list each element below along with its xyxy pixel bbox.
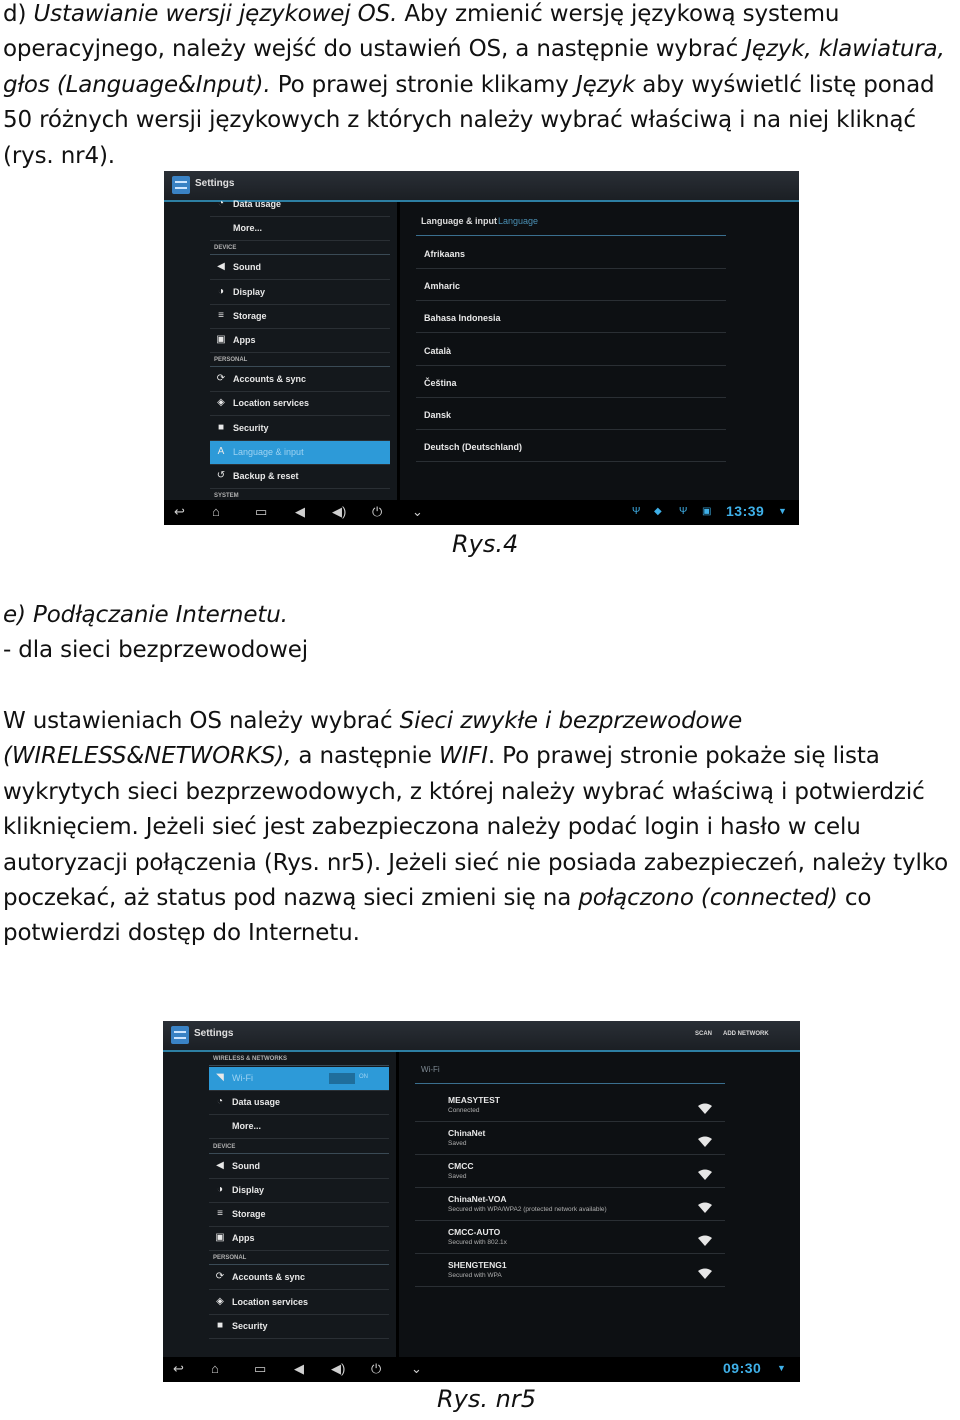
text-run: co bbox=[837, 885, 872, 912]
screenshot-wifi-settings bbox=[163, 1021, 800, 1382]
settings-item-label: Data usage bbox=[233, 199, 282, 209]
usb-icon: Ψ bbox=[632, 506, 641, 517]
settings-item[interactable] bbox=[210, 441, 390, 465]
wifi-signal-icon bbox=[698, 1200, 712, 1210]
action-bar bbox=[163, 1021, 800, 1052]
volume-down-icon[interactable]: ◀ bbox=[295, 504, 305, 519]
wifi-signal-icon bbox=[698, 1101, 712, 1111]
text-run: aby wyświetlć listę ponad bbox=[635, 71, 935, 98]
settings-left-pane bbox=[164, 198, 397, 500]
language-name: Deutsch (Deutschland) bbox=[424, 442, 523, 453]
section-header: SYSTEM bbox=[214, 493, 239, 500]
status-clock: 09:30 bbox=[723, 1360, 762, 1376]
settings-item-label: Sound bbox=[232, 1160, 260, 1171]
text-run: Aby zmienić wersję językową systemu bbox=[397, 1, 840, 27]
section-divider bbox=[210, 254, 390, 255]
language-name: Afrikaans bbox=[424, 249, 466, 259]
settings-app-icon[interactable] bbox=[171, 1026, 189, 1044]
section-header: DEVICE bbox=[214, 245, 237, 252]
scan-button[interactable]: SCAN bbox=[695, 1031, 713, 1037]
display-icon: ◑ bbox=[216, 1183, 224, 1195]
settings-item-label: Data usage bbox=[232, 1097, 281, 1108]
hide-bar-icon[interactable]: ⌄ bbox=[412, 504, 423, 519]
section-d-paragraph bbox=[3, 0, 945, 174]
wifi-toggle[interactable] bbox=[329, 1073, 355, 1084]
text-run: 50 różnych wersji językowych z których należy wybrać właściwą i na niej kliknąć bbox=[3, 107, 916, 134]
recent-apps-icon[interactable]: ▭ bbox=[255, 504, 268, 519]
network-status: Secured with WPA/WPA2 (protected network available) bbox=[448, 1206, 607, 1213]
text-run: kliknięciem. Jeżeli sieć jest zabezpieczona należy podać login i hasło w celu bbox=[3, 814, 861, 841]
settings-item[interactable] bbox=[209, 1091, 389, 1115]
network-name: CMCC-AUTO bbox=[448, 1227, 501, 1237]
settings-item[interactable] bbox=[210, 217, 390, 241]
settings-left-pane bbox=[163, 1052, 396, 1357]
italic-run: głos (Language&Input). bbox=[3, 71, 271, 98]
text-run: operacyjnego, należy wejść do ustawień OS, a następnie wybrać bbox=[3, 36, 746, 63]
settings-item[interactable] bbox=[210, 256, 390, 280]
section-e-title bbox=[3, 598, 288, 633]
settings-item[interactable] bbox=[209, 1155, 389, 1179]
wifi-status-icon: ▼ bbox=[778, 506, 787, 516]
italic-run: Ustawianie wersji językowej OS. bbox=[33, 1, 398, 27]
language-item[interactable] bbox=[416, 398, 726, 430]
section-divider bbox=[209, 1065, 389, 1066]
storage-icon: ≡ bbox=[218, 309, 224, 321]
settings-item[interactable] bbox=[210, 281, 390, 305]
wifi-network-item[interactable] bbox=[415, 1188, 725, 1221]
breadcrumb-language: Language bbox=[498, 216, 539, 226]
settings-item-label: Wi-Fi bbox=[232, 1073, 253, 1083]
settings-item[interactable] bbox=[210, 193, 390, 217]
text-run: W ustawieniach OS należy wybrać bbox=[3, 708, 400, 734]
wifi-signal-icon bbox=[698, 1233, 712, 1243]
network-name: CMCC bbox=[448, 1161, 474, 1171]
text-run: poczekać, aż status pod nazwą sieci zmieni się na bbox=[3, 885, 579, 912]
location-icon: ◈ bbox=[216, 1295, 224, 1307]
wifi-signal-icon bbox=[698, 1266, 712, 1276]
sync-icon: ⟳ bbox=[216, 373, 226, 385]
settings-item-label: Security bbox=[232, 1320, 268, 1331]
network-name: MEASYTEST bbox=[448, 1095, 500, 1105]
italic-run: WIFI bbox=[438, 743, 488, 770]
sound-icon: ◀ bbox=[217, 261, 225, 273]
settings-item-label: Apps bbox=[232, 1233, 255, 1244]
settings-item-label: Apps bbox=[233, 335, 256, 345]
status-clock: 13:39 bbox=[726, 503, 765, 519]
settings-item-label: Language & input bbox=[233, 446, 304, 457]
section-e-subtitle: - dla sieci bezprzewodowej bbox=[3, 637, 308, 663]
settings-item[interactable] bbox=[209, 1227, 389, 1251]
home-icon[interactable]: ⌂ bbox=[211, 1361, 219, 1376]
italic-run: Język bbox=[575, 71, 636, 98]
wifi-toggle-label: ON bbox=[359, 1074, 368, 1080]
wifi-signal-icon bbox=[698, 1167, 712, 1177]
screenshot-language-settings bbox=[164, 171, 799, 525]
location-icon: ◈ bbox=[217, 397, 225, 409]
add-network-button[interactable]: ADD NETWORK bbox=[723, 1031, 769, 1037]
breadcrumb-wifi: Wi-Fi bbox=[421, 1065, 440, 1074]
power-icon[interactable]: ⏻ bbox=[372, 504, 383, 519]
text-run: . Po prawej stronie pokaże się lista bbox=[487, 743, 880, 770]
settings-item[interactable] bbox=[210, 417, 390, 441]
text-line bbox=[3, 846, 948, 881]
settings-item-label: Location services bbox=[232, 1296, 309, 1307]
settings-title: Settings bbox=[194, 1028, 234, 1039]
language-name: Amharic bbox=[424, 281, 461, 292]
recent-apps-icon[interactable]: ▭ bbox=[254, 1361, 267, 1376]
apps-icon: ▣ bbox=[215, 1232, 225, 1244]
language-name: Dansk bbox=[424, 410, 452, 420]
settings-item-label: Backup & reset bbox=[233, 471, 299, 481]
settings-item[interactable] bbox=[209, 1291, 389, 1315]
text-line bbox=[3, 32, 945, 67]
wifi-network-item[interactable] bbox=[415, 1221, 725, 1254]
language-name: Català bbox=[424, 345, 452, 356]
settings-item-label: Location services bbox=[233, 398, 310, 409]
settings-item[interactable] bbox=[209, 1179, 389, 1203]
settings-item[interactable] bbox=[210, 329, 390, 353]
network-name: ChinaNet-VOA bbox=[448, 1194, 507, 1204]
settings-item[interactable] bbox=[210, 392, 390, 416]
section-header: WIRELESS & NETWORKS bbox=[213, 1056, 288, 1062]
section-e-title-text: e) Podłączanie Internetu. bbox=[3, 602, 288, 628]
italic-run: (WIRELESS&NETWORKS), bbox=[3, 743, 292, 770]
wifi-status-icon: ▼ bbox=[777, 1363, 786, 1373]
hide-bar-icon[interactable]: ⌄ bbox=[411, 1361, 422, 1376]
text-line bbox=[3, 739, 948, 774]
language-icon: A bbox=[217, 445, 225, 457]
backup-icon: ↺ bbox=[216, 470, 226, 481]
settings-item[interactable] bbox=[209, 1115, 389, 1139]
settings-item-label: Display bbox=[232, 1184, 265, 1195]
sound-icon: ◀ bbox=[216, 1159, 224, 1171]
section-e-paragraph bbox=[3, 704, 948, 952]
language-item[interactable] bbox=[416, 334, 726, 366]
settings-item[interactable] bbox=[210, 465, 390, 489]
sd-card-icon: ▣ bbox=[702, 506, 712, 517]
text-line bbox=[3, 68, 945, 103]
volume-down-icon[interactable]: ◀ bbox=[294, 1361, 304, 1376]
settings-item-label: Storage bbox=[233, 310, 267, 321]
text-run: (rys. nr4). bbox=[3, 142, 115, 169]
network-name: SHENGTENG1 bbox=[448, 1260, 507, 1270]
text-run: Po prawej stronie klikamy bbox=[270, 71, 576, 98]
breadcrumb-language-input: Language & input bbox=[421, 216, 497, 226]
settings-item-label: More... bbox=[232, 1121, 262, 1132]
section-header: PERSONAL bbox=[213, 1255, 247, 1262]
italic-run: Sieci zwykłe i bezprzewodowe bbox=[399, 708, 743, 734]
settings-item-label: Sound bbox=[233, 262, 261, 273]
back-icon[interactable]: ↩ bbox=[173, 1361, 184, 1376]
lock-icon: ■ bbox=[217, 421, 225, 433]
network-status: Secured with WPA bbox=[448, 1272, 502, 1279]
settings-item-label: Security bbox=[233, 422, 269, 433]
wifi-network-item[interactable] bbox=[415, 1254, 725, 1287]
lock-icon: ■ bbox=[216, 1319, 224, 1331]
system-nav-bar bbox=[163, 1357, 800, 1382]
home-icon[interactable]: ⌂ bbox=[212, 504, 220, 519]
wifi-network-item[interactable] bbox=[415, 1155, 725, 1188]
section-header: PERSONAL bbox=[214, 357, 248, 364]
section-header: DEVICE bbox=[213, 1143, 236, 1150]
language-name: Bahasa Indonesia bbox=[424, 313, 501, 324]
section-divider bbox=[209, 1264, 389, 1265]
text-run: autoryzacji połączenia (Rys. nr5). Jeżeli sieć nie posiada zabezpieczeń, należy tylko bbox=[3, 849, 948, 876]
settings-title: Settings bbox=[195, 178, 235, 189]
language-item[interactable] bbox=[416, 237, 726, 269]
text-line bbox=[3, 103, 945, 138]
back-icon[interactable]: ↩ bbox=[174, 504, 185, 519]
volume-up-icon[interactable]: ◀) bbox=[331, 1361, 346, 1376]
wifi-network-item[interactable] bbox=[415, 1089, 725, 1122]
settings-item[interactable] bbox=[210, 368, 390, 392]
network-status: Saved bbox=[448, 1140, 467, 1147]
language-item[interactable] bbox=[416, 430, 726, 462]
usb-icon: Ψ bbox=[679, 506, 688, 517]
network-status: Saved bbox=[448, 1173, 467, 1180]
language-name: Čeština bbox=[424, 377, 457, 388]
settings-item-label: Display bbox=[233, 286, 266, 297]
apps-icon: ▣ bbox=[216, 334, 226, 345]
android-debug-icon: ◆ bbox=[654, 506, 662, 517]
storage-icon: ≡ bbox=[217, 1208, 223, 1219]
settings-app-icon[interactable] bbox=[172, 176, 190, 194]
wifi-signal-icon bbox=[698, 1134, 712, 1144]
italic-run: połączono (connected) bbox=[578, 885, 838, 912]
figure-caption-5: Rys. nr5 bbox=[437, 1385, 536, 1413]
text-run: a następnie bbox=[291, 743, 439, 770]
settings-item-label: Accounts & sync bbox=[232, 1272, 306, 1283]
text-run: wykrytych sieci bezprzewodowych, z której należy wybrać właściwą i potwierdzić bbox=[3, 778, 925, 805]
volume-up-icon[interactable]: ◀) bbox=[332, 504, 347, 519]
settings-item[interactable] bbox=[209, 1067, 389, 1091]
language-item[interactable] bbox=[416, 366, 726, 398]
text-line bbox=[3, 810, 948, 845]
text-line bbox=[3, 704, 948, 739]
settings-item[interactable] bbox=[209, 1203, 389, 1227]
network-name: ChinaNet bbox=[448, 1128, 486, 1138]
system-nav-bar bbox=[164, 500, 799, 525]
language-item[interactable] bbox=[416, 269, 726, 301]
settings-item-label: Accounts & sync bbox=[233, 374, 307, 385]
wifi-icon: ◥ bbox=[216, 1072, 224, 1083]
breadcrumb-divider bbox=[416, 235, 726, 236]
text-line bbox=[3, 916, 948, 951]
data-usage-icon: ◔ bbox=[217, 198, 225, 209]
network-status: Secured with 802.1x bbox=[448, 1239, 507, 1246]
language-item[interactable] bbox=[416, 301, 726, 333]
display-icon: ◑ bbox=[217, 285, 225, 297]
wifi-network-item[interactable] bbox=[415, 1122, 725, 1155]
network-status: Connected bbox=[448, 1107, 480, 1114]
text-run: potwierdzi dostęp do Internetu. bbox=[3, 920, 360, 947]
settings-item[interactable] bbox=[210, 305, 390, 329]
text-line bbox=[3, 139, 945, 174]
italic-run: Język, klawiatura, bbox=[745, 36, 945, 63]
section-divider bbox=[210, 366, 390, 367]
settings-item-label: More... bbox=[233, 223, 263, 234]
text-line bbox=[3, 881, 948, 916]
text-run: d) bbox=[3, 1, 34, 27]
power-icon[interactable]: ⏻ bbox=[371, 1361, 382, 1376]
settings-item[interactable] bbox=[209, 1315, 389, 1339]
section-divider bbox=[209, 1153, 389, 1154]
figure-caption-4: Rys.4 bbox=[452, 530, 519, 558]
settings-item-label: Storage bbox=[232, 1209, 266, 1219]
sync-icon: ⟳ bbox=[215, 1271, 225, 1283]
breadcrumb-divider bbox=[415, 1083, 725, 1084]
text-line bbox=[3, 0, 945, 32]
settings-item[interactable] bbox=[209, 1266, 389, 1290]
data-usage-icon: ◔ bbox=[216, 1096, 224, 1108]
text-line bbox=[3, 775, 948, 810]
